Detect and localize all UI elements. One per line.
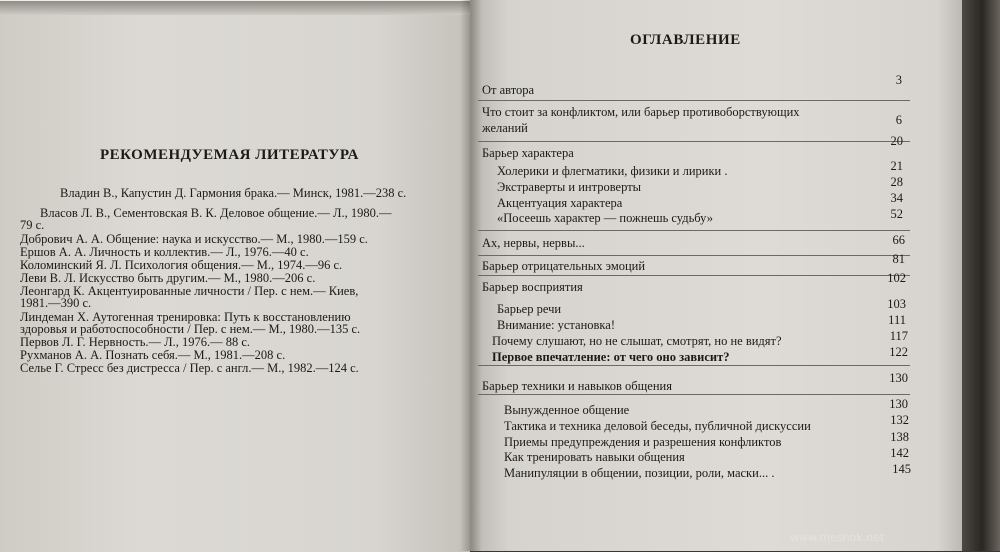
- toc-entry-page: 34: [890, 191, 903, 205]
- bibliography-line: Леонгард К. Акцентуированные личности / Пер. с нем.— Киев,: [20, 284, 359, 298]
- bibliography-line: Леви В. Л. Искусство быть другим.— М., 1980.—206 с.: [20, 271, 316, 285]
- toc-title: ОГЛАВЛЕНИЕ: [630, 32, 741, 48]
- toc-entry-page: 20: [890, 134, 903, 148]
- toc-entry-page: 132: [890, 413, 909, 427]
- bibliography-line: Линдеман Х. Аутогенная тренировка: Путь к восстановлению: [20, 310, 351, 324]
- toc-entry-page: 138: [890, 430, 909, 444]
- toc-entry-text: Манипуляции в общении, позиции, роли, маски... .: [504, 466, 775, 480]
- toc-entry-text: желаний: [482, 121, 528, 135]
- toc-entry-text: Приемы предупреждения и разрешения конфликтов: [504, 435, 782, 449]
- toc-entry-page: 28: [890, 175, 903, 189]
- toc-entry-text: Акцентуация характера: [497, 196, 623, 210]
- toc-entry-text: «Посеешь характер — пожнешь судьбу»: [497, 211, 713, 225]
- toc-entry-page: 145: [892, 462, 911, 476]
- toc-entry-page: 102: [887, 271, 906, 285]
- toc-entry-page: 117: [889, 329, 908, 343]
- toc-entry-page: 66: [892, 233, 905, 247]
- toc-entry-page: 3: [895, 73, 902, 87]
- toc-entry-page: 103: [887, 297, 906, 311]
- bibliography-line: Власов Л. В., Сементовская В. К. Деловое общение.— Л., 1980.—: [40, 206, 392, 220]
- toc-entry-text: Барьер техники и навыков общения: [482, 379, 672, 393]
- toc-entry-text: Барьер восприятия: [482, 280, 583, 294]
- toc-entry-page: 52: [890, 207, 903, 221]
- toc-entry-text: Вынужденное общение: [504, 403, 630, 417]
- bibliography-line: здоровья и работоспособности / Пер. с нем.— М., 1980.—135 с.: [20, 322, 361, 336]
- watermark: www.meshok.net: [790, 531, 885, 544]
- toc-separator: [478, 255, 910, 256]
- toc-entry-text: Барьер отрицательных эмоций: [482, 259, 646, 273]
- toc-entry-text: Как тренировать навыки общения: [504, 450, 685, 464]
- bibliography-line: Коломинский Я. Л. Психология общения.— М., 1974.—96 с.: [20, 258, 343, 272]
- toc-separator: [478, 365, 910, 366]
- toc-entry-page: 130: [889, 371, 908, 385]
- bibliography-line: Рухманов А. А. Познать себя.— М., 1981.—208 с.: [20, 348, 286, 362]
- toc-entry-text: Барьер характера: [482, 146, 574, 160]
- bibliography-line: 79 с.: [20, 218, 45, 232]
- toc-entry-text: Почему слушают, но не слышат, смотрят, но не видят?: [492, 334, 782, 348]
- toc-entry-page: 130: [889, 397, 908, 411]
- toc-entry-text: От автора: [482, 83, 535, 97]
- bibliography-line: Селье Г. Стресс без дистресса / Пер. с англ.— М., 1982.—124 с.: [20, 361, 359, 375]
- toc-entry-text: Тактика и техника деловой беседы, публичной дискуссии: [504, 419, 811, 433]
- toc-entry-page: 21: [890, 159, 903, 173]
- toc-entry-page: 122: [889, 345, 908, 359]
- toc-separator: [478, 100, 910, 101]
- bibliography-line: Первов Л. Г. Нервность.— Л., 1976.— 88 с.: [20, 335, 251, 349]
- bibliography-title: РЕКОМЕНДУЕМАЯ ЛИТЕРАТУРА: [100, 147, 359, 163]
- toc-entry-page: 142: [890, 446, 909, 460]
- toc-separator: [478, 230, 910, 231]
- toc-entry-text: Ах, нервы, нервы...: [482, 236, 585, 250]
- toc-entry-page: 6: [895, 113, 902, 127]
- toc-entry-text: Экстраверты и интроверты: [497, 180, 642, 194]
- bibliography-line: 1981.—390 с.: [20, 296, 92, 310]
- toc-separator: [478, 394, 910, 395]
- bibliography-line: Добрович А. А. Общение: наука и искусство.— М., 1980.—159 с.: [20, 232, 368, 246]
- left-page: [0, 0, 470, 552]
- toc-entry-text: Барьер речи: [497, 302, 562, 316]
- toc-entry-text: Первое впечатление: от чего оно зависит?: [492, 350, 730, 364]
- toc-separator: [478, 275, 910, 276]
- toc-entry-text: Холерики и флегматики, физики и лирики .: [497, 164, 728, 178]
- bibliography-line: Владин В., Капустин Д. Гармония брака.— Минск, 1981.—238 с.: [60, 186, 407, 200]
- page-top-edge: [0, 1, 470, 15]
- toc-entry-text: Внимание: установка!: [497, 318, 616, 332]
- bibliography-line: Ершов А. А. Личность и коллектив.— Л., 1976.—40 с.: [20, 245, 309, 259]
- toc-separator: [478, 141, 910, 142]
- toc-entry-page: 111: [888, 313, 906, 327]
- toc-entry-page: 81: [892, 252, 905, 266]
- toc-entry-text: Что стоит за конфликтом, или барьер противоборствующих: [482, 105, 800, 119]
